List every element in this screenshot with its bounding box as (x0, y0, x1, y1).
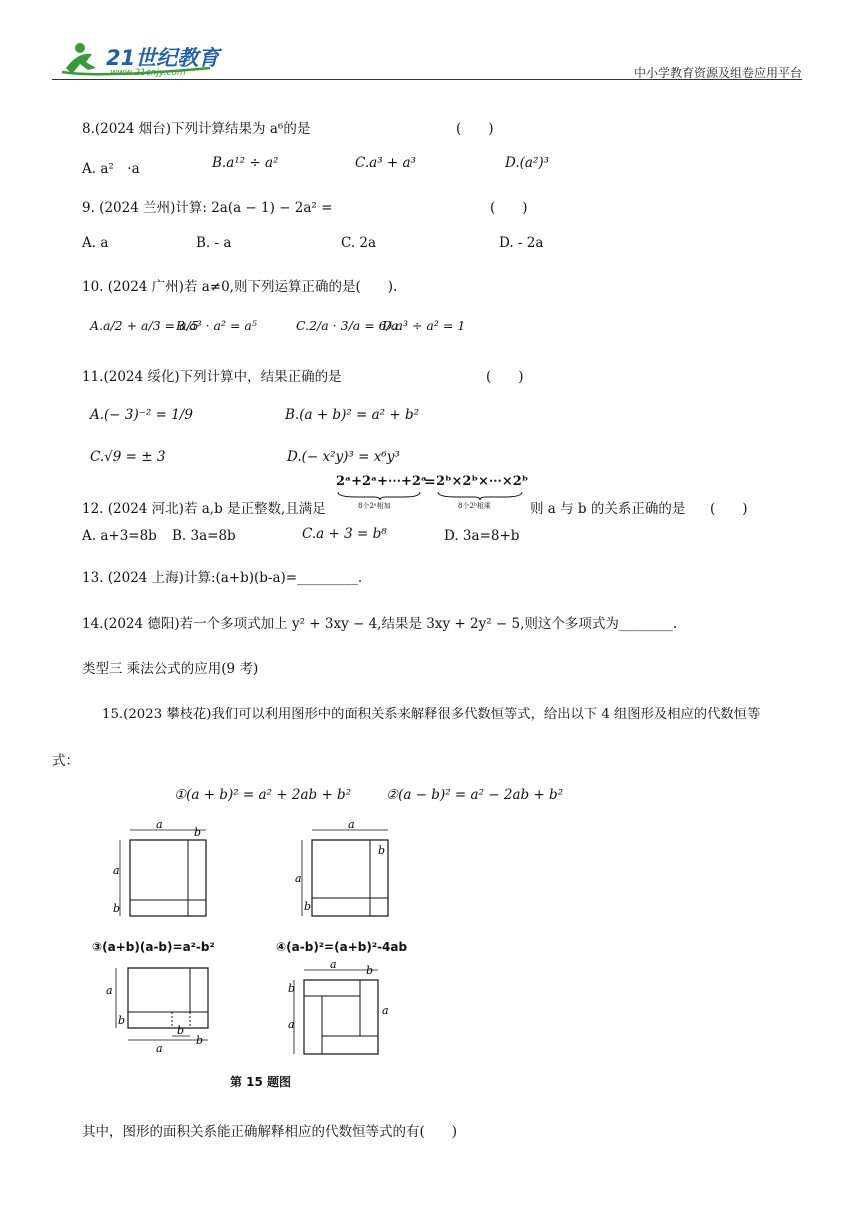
figure-2 (290, 822, 400, 922)
q12-formula-left: 2ᵃ+2ᵃ+⋯+2ᵃ (336, 474, 427, 489)
q15-identity-3: ③(a+b)(a-b)=a²-b² (92, 940, 215, 954)
q8-option-a: A. a² ·a (82, 161, 140, 177)
figure-1-label-b-left: b (113, 902, 121, 915)
q12-stem: 12. (2024 河北)若 a,b 是正整数,且满足 (82, 501, 326, 517)
q13-stem: 13. (2024 上海)计算:(a+b)(b-a)=_________. (82, 570, 363, 586)
figure-4-label-a-top: a (330, 962, 337, 971)
figure-4-label-a-left: a (288, 1018, 295, 1031)
q12-option-b: B. 3a=8b (172, 528, 236, 544)
q8-option-c: C.a³ + a³ (355, 155, 416, 171)
figure-2-label-b-right: b (378, 844, 386, 857)
q9-stem: 9. (2024 兰州)计算: 2a(a − 1) − 2a² = (82, 200, 333, 216)
q12-answer-paren: ( ) (710, 501, 748, 517)
figure-1-label-b-top: b (194, 826, 202, 839)
q12-option-d: D. 3a=8+b (444, 528, 520, 544)
figure-4-label-b-top: b (366, 964, 374, 977)
q15-identity-2: ②(a − b)² = a² − 2ab + b² (386, 787, 564, 803)
q12-left-note: 8个2ᵃ相加 (358, 502, 391, 510)
figure-3-label-a-bottom: a (156, 1042, 163, 1055)
figure-2-label-a-left: a (295, 872, 302, 885)
figure-2-label-b-left: b (304, 900, 312, 913)
q15-identity-1: ①(a + b)² = a² + 2ab + b² (174, 787, 352, 803)
q12-right-note: 8个2ᵇ相乘 (458, 502, 491, 510)
q9-option-d: D. - 2a (499, 235, 544, 251)
figure-3 (100, 960, 220, 1060)
q9-option-b: B. - a (196, 235, 232, 251)
q11-option-c: C.√9 = ± 3 (90, 449, 166, 465)
q15-question: 其中，图形的面积关系能正确解释相应的代数恒等式的有( ) (82, 1124, 458, 1140)
q11-option-d: D.(− x²y)³ = x⁶y³ (287, 449, 400, 465)
figure-3-label-b-right: b (196, 1034, 204, 1047)
q8-stem: 8.(2024 烟台)下列计算结果为 a⁶的是 (82, 121, 311, 137)
figure-3-label-b-left: b (118, 1014, 126, 1027)
q12-formula-right: 2ᵇ×2ᵇ×⋯×2ᵇ (436, 474, 529, 489)
figure-1 (108, 822, 218, 922)
q8-answer-paren: ( ) (456, 121, 494, 137)
header-right-text: 中小学教育资源及组卷应用平台 (633, 66, 802, 80)
q15-stem-line1: 15.(2023 攀枝花)我们可以利用图形中的面积关系来解释很多代数恒等式，给出以下 4 组图形及相应的代数恒等 (102, 707, 761, 722)
figure-1-label-a-left: a (113, 864, 120, 877)
logo-text: 21世纪教育 (106, 46, 220, 70)
figure-3-label-b-bottom: b (177, 1024, 185, 1037)
q12-formula (336, 473, 528, 513)
q11-option-a: A.(− 3)⁻² = 1/9 (90, 407, 193, 423)
q10-option-c: C.2/a · 3/a = 6/a (296, 318, 399, 333)
q8-option-b: B.a¹² ÷ a² (212, 155, 279, 171)
q11-option-b: B.(a + b)² = a² + b² (285, 407, 420, 423)
q15-identity-4: ④(a-b)²=(a+b)²-4ab (276, 940, 408, 954)
section-title: 类型三 乘法公式的应用(9 考) (82, 661, 259, 677)
logo-url: www.21cnjy.com (110, 68, 186, 78)
figure-4 (286, 962, 396, 1062)
q9-answer-paren: ( ) (490, 200, 528, 216)
q15-stem-line2: 式： (52, 753, 79, 769)
q12-option-c: C.a + 3 = b⁸ (302, 526, 387, 542)
q11-stem: 11.(2024 绥化)下列计算中，结果正确的是 (82, 369, 342, 385)
q9-option-c: C. 2a (341, 235, 377, 251)
q11-answer-paren: ( ) (486, 369, 524, 385)
q10-option-b: B.a³ · a² = a⁵ (176, 318, 257, 333)
figure-3-label-a-left: a (106, 984, 113, 997)
q8-option-d: D.(a²)³ (505, 155, 550, 171)
logo (60, 38, 230, 82)
figure-2-label-a-top: a (348, 822, 355, 831)
q10-option-d: D.a³ ÷ a² = 1 (382, 318, 466, 333)
q10-option-a: A.a/2 + a/3 = a/5 (90, 318, 199, 333)
q12-tail: 则 a 与 b 的关系正确的是 (530, 501, 686, 517)
figure-4-label-a-right: a (382, 1004, 389, 1017)
figure-1-label-a-top: a (156, 822, 163, 831)
q14-stem: 14.(2024 德阳)若一个多项式加上 y² + 3xy − 4,结果是 3xy + 2y² − 5,则这个多项式为________. (82, 616, 678, 632)
q10-stem: 10. (2024 广州)若 a≠0,则下列运算正确的是( ). (82, 279, 398, 295)
q12-option-a: A. a+3=8b (82, 528, 157, 544)
q9-option-a: A. a (82, 235, 109, 251)
q12-equals: = (424, 474, 436, 490)
q12-brace-icon (336, 491, 528, 501)
figure-4-label-b-left: b (288, 982, 296, 995)
header-divider (52, 79, 802, 80)
figure-caption: 第 15 题图 (230, 1075, 292, 1089)
